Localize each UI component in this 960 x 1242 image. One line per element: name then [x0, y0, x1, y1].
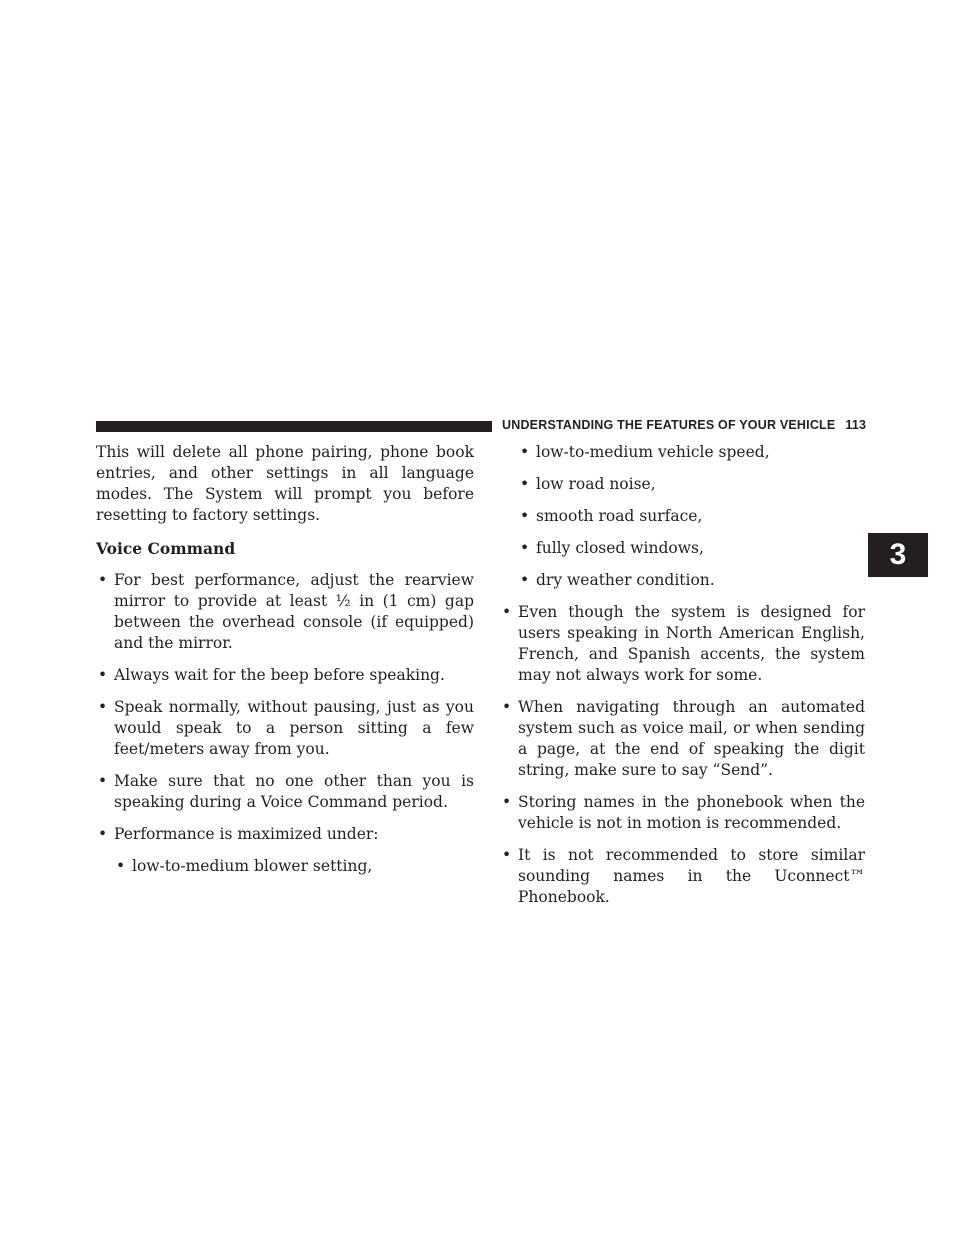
section-heading: Voice Command: [96, 539, 236, 558]
sub-list-item: • fully closed windows,: [520, 539, 704, 557]
bullet-icon: •: [502, 793, 512, 811]
bullet-icon: •: [98, 825, 108, 843]
sub-list: [500, 442, 865, 591]
bullet-icon: •: [520, 571, 530, 589]
running-header: [502, 418, 866, 432]
left-column: [96, 442, 474, 877]
list-item: • Make sure that no one other than you is speaking during a Voice Command period.: [98, 772, 474, 811]
bullet-icon: •: [520, 539, 530, 557]
intro-paragraph: This will delete all phone pairing, phone book entries, and other settings in all language modes. The System will prompt you before resetting to factory settings.: [96, 443, 474, 524]
bullet-icon: •: [502, 603, 512, 621]
list-item: • Always wait for the beep before speaking.: [98, 666, 445, 684]
sub-list-item: • low road noise,: [520, 475, 656, 493]
list-item: • It is not recommended to store similar sounding names in the Uconnect™ Phonebook.: [502, 846, 865, 906]
list-item: • Storing names in the phonebook when the vehicle is not in motion is recommended.: [502, 793, 865, 832]
sub-list-item: • smooth road surface,: [520, 507, 703, 525]
list-item: • Even though the system is designed for users speaking in North American English, French, and Spanish accents, the system may not always work for some.: [502, 603, 865, 684]
bullet-icon: •: [98, 772, 108, 790]
bullet-icon: •: [116, 857, 126, 875]
sub-list-item: • low-to-medium vehicle speed,: [520, 443, 770, 461]
bullet-icon: •: [98, 666, 108, 684]
bullet-icon: •: [98, 571, 108, 589]
list-item: • Performance is maximized under:: [98, 825, 379, 843]
sub-list: [96, 856, 474, 877]
bullet-icon: •: [520, 475, 530, 493]
section-title: UNDERSTANDING THE FEATURES OF YOUR VEHICLE: [502, 418, 836, 432]
list-item: • Speak normally, without pausing, just as you would speak to a person sitting a few feet/meters away from you.: [98, 698, 474, 758]
header-rule: [96, 421, 492, 432]
chapter-tab: 3: [868, 533, 928, 577]
bullet-icon: •: [520, 507, 530, 525]
sub-list-item: • low-to-medium blower setting,: [116, 857, 373, 875]
bullet-icon: •: [502, 846, 512, 864]
list-item: • When navigating through an automated system such as voice mail, or when sending a page, at the end of speaking the digit string, make sure to say “Send”.: [502, 698, 865, 779]
sub-list-item: • dry weather condition.: [520, 571, 715, 589]
bullet-icon: •: [520, 443, 530, 461]
bullet-icon: •: [502, 698, 512, 716]
right-column: [500, 442, 865, 908]
list-item: • For best performance, adjust the rearview mirror to provide at least ½ in (1 cm) gap between the overhead console (if equipped) and the mirror.: [98, 571, 474, 652]
bullet-icon: •: [98, 698, 108, 716]
page-number: 113: [845, 418, 867, 432]
